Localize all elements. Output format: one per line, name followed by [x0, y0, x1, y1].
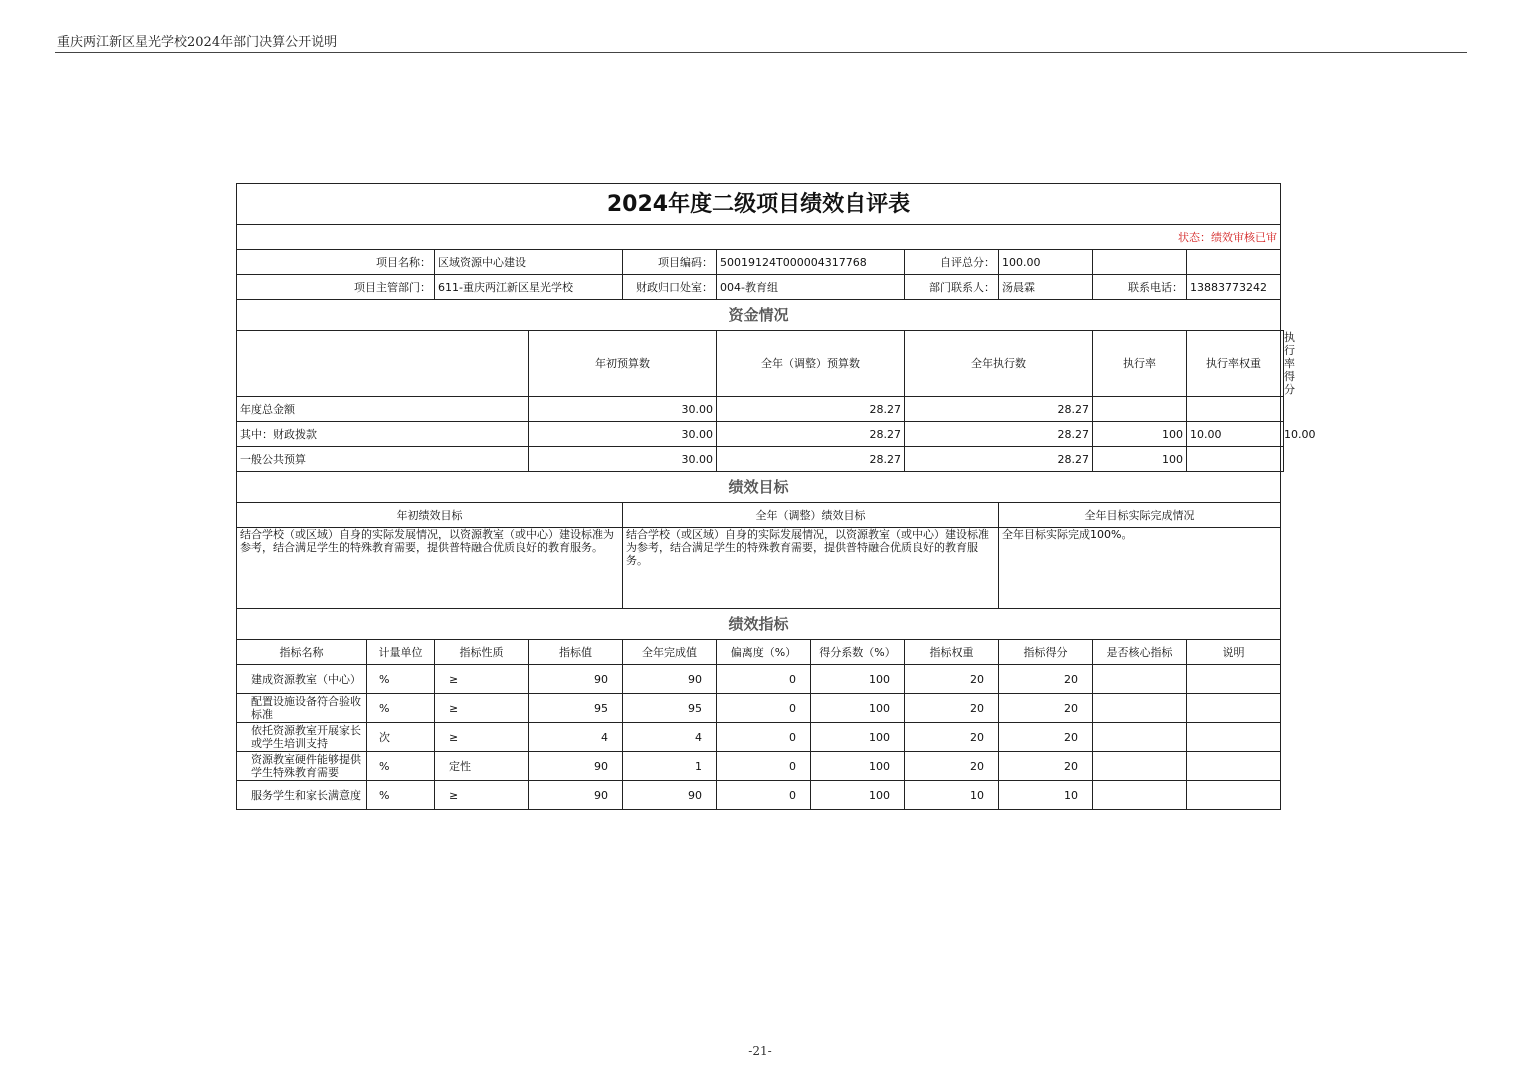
empty-cell: [1093, 250, 1187, 275]
ind-target: 90: [529, 781, 623, 810]
funds-adjusted: 28.27: [717, 397, 905, 422]
ind-note: [1187, 723, 1281, 752]
goal-actual-text: 全年目标实际完成100%。: [999, 528, 1281, 609]
ind-name: 依托资源教室开展家长或学生培训支持: [237, 723, 367, 752]
ind-weight: 20: [905, 723, 999, 752]
goals-section-title: 绩效目标: [237, 472, 1281, 503]
funds-initial: 30.00: [529, 422, 717, 447]
funds-weight: 10.00: [1187, 422, 1281, 447]
ind-score: 10: [999, 781, 1093, 810]
ind-unit: %: [367, 781, 435, 810]
funds-rate: 100: [1093, 422, 1187, 447]
document-header: 重庆两江新区星光学校2024年部门决算公开说明: [57, 35, 338, 50]
ind-deviation: 0: [717, 752, 811, 781]
ind-header-score: 指标得分: [999, 640, 1093, 665]
ind-coef: 100: [811, 752, 905, 781]
funds-header-weight: 执行率权重: [1187, 331, 1281, 397]
ind-actual: 4: [623, 723, 717, 752]
funds-header-adjusted: 全年（调整）预算数: [717, 331, 905, 397]
ind-name: 配置设施设备符合验收标准: [237, 694, 367, 723]
funds-score: [1281, 447, 1284, 472]
funds-header-score: 执行率得分: [1281, 331, 1284, 397]
funds-rate: 100: [1093, 447, 1187, 472]
ind-nature: ≥: [435, 694, 529, 723]
self-score-label: 自评总分：: [905, 250, 999, 275]
funds-adjusted: 28.27: [717, 447, 905, 472]
ind-actual: 95: [623, 694, 717, 723]
finance-label: 财政归口处室：: [623, 275, 717, 300]
table-row: [237, 694, 1284, 723]
funds-executed: 28.27: [905, 397, 1093, 422]
indicators-section-title: 绩效指标: [237, 609, 1281, 640]
table-row: [237, 447, 1284, 472]
funds-row-label: 其中：财政拨款: [237, 422, 529, 447]
goals-header-initial: 年初绩效目标: [237, 503, 623, 528]
ind-header-note: 说明: [1187, 640, 1281, 665]
ind-coef: 100: [811, 694, 905, 723]
empty-cell: [237, 331, 529, 397]
funds-score: [1281, 397, 1284, 422]
funds-header-initial: 年初预算数: [529, 331, 717, 397]
ind-weight: 20: [905, 665, 999, 694]
ind-core: [1093, 781, 1187, 810]
table-row: [237, 665, 1284, 694]
table-row: [237, 422, 1284, 447]
project-name-label: 项目名称：: [237, 250, 435, 275]
funds-initial: 30.00: [529, 447, 717, 472]
project-code-label: 项目编码：: [623, 250, 717, 275]
ind-nature: ≥: [435, 781, 529, 810]
ind-name: 资源教室硬件能够提供学生特殊教育需要: [237, 752, 367, 781]
ind-header-coef: 得分系数（%）: [811, 640, 905, 665]
ind-score: 20: [999, 694, 1093, 723]
dept-value: 611-重庆两江新区星光学校: [435, 275, 623, 300]
ind-target: 90: [529, 665, 623, 694]
self-score-value: 100.00: [999, 250, 1093, 275]
ind-unit: %: [367, 665, 435, 694]
ind-actual: 1: [623, 752, 717, 781]
dept-label: 项目主管部门：: [237, 275, 435, 300]
ind-deviation: 0: [717, 781, 811, 810]
funds-executed: 28.27: [905, 447, 1093, 472]
funds-header-rate: 执行率: [1093, 331, 1187, 397]
goals-header-adjusted: 全年（调整）绩效目标: [623, 503, 999, 528]
goals-header-actual: 全年目标实际完成情况: [999, 503, 1281, 528]
ind-actual: 90: [623, 665, 717, 694]
project-code-value: 50019124T000004317768: [717, 250, 905, 275]
ind-coef: 100: [811, 665, 905, 694]
ind-name: 建成资源教室（中心）: [237, 665, 367, 694]
ind-header-core: 是否核心指标: [1093, 640, 1187, 665]
ind-note: [1187, 752, 1281, 781]
ind-score: 20: [999, 665, 1093, 694]
performance-self-evaluation-form: [236, 183, 1316, 810]
ind-header-unit: 计量单位: [367, 640, 435, 665]
ind-score: 20: [999, 752, 1093, 781]
ind-weight: 20: [905, 752, 999, 781]
ind-header-actual: 全年完成值: [623, 640, 717, 665]
ind-unit: %: [367, 752, 435, 781]
goal-initial-text: 结合学校（或区域）自身的实际发展情况，以资源教室（或中心）建设标准为参考，结合满足学生的特殊教育需要，提供普特融合优质良好的教育服务。: [237, 528, 623, 609]
ind-nature: ≥: [435, 665, 529, 694]
contact-value: 汤晨霖: [999, 275, 1093, 300]
ind-target: 4: [529, 723, 623, 752]
ind-note: [1187, 665, 1281, 694]
table-row: [237, 752, 1284, 781]
ind-note: [1187, 694, 1281, 723]
ind-core: [1093, 723, 1187, 752]
ind-core: [1093, 665, 1187, 694]
header-divider: [55, 52, 1467, 53]
finance-value: 004-教育组: [717, 275, 905, 300]
funds-weight: [1187, 447, 1281, 472]
ind-header-nature: 指标性质: [435, 640, 529, 665]
phone-value: 13883773242: [1187, 275, 1281, 300]
ind-header-name: 指标名称: [237, 640, 367, 665]
ind-note: [1187, 781, 1281, 810]
ind-core: [1093, 752, 1187, 781]
ind-nature: 定性: [435, 752, 529, 781]
ind-target: 90: [529, 752, 623, 781]
ind-target: 95: [529, 694, 623, 723]
funds-row-label: 一般公共预算: [237, 447, 529, 472]
ind-name: 服务学生和家长满意度: [237, 781, 367, 810]
ind-coef: 100: [811, 781, 905, 810]
contact-label: 部门联系人：: [905, 275, 999, 300]
ind-header-target: 指标值: [529, 640, 623, 665]
ind-score: 20: [999, 723, 1093, 752]
funds-weight: [1187, 397, 1281, 422]
funds-executed: 28.27: [905, 422, 1093, 447]
table-row: [237, 723, 1284, 752]
ind-coef: 100: [811, 723, 905, 752]
ind-actual: 90: [623, 781, 717, 810]
funds-initial: 30.00: [529, 397, 717, 422]
funds-section-title: 资金情况: [237, 300, 1281, 331]
ind-unit: 次: [367, 723, 435, 752]
project-name-value: 区域资源中心建设: [435, 250, 623, 275]
page-number: -21-: [748, 1044, 772, 1058]
phone-label: 联系电话：: [1093, 275, 1187, 300]
ind-deviation: 0: [717, 694, 811, 723]
ind-deviation: 0: [717, 723, 811, 752]
funds-score: 10.00: [1281, 422, 1284, 447]
table-row: [237, 781, 1284, 810]
status-badge: 状态：绩效审核已审: [237, 225, 1281, 250]
ind-unit: %: [367, 694, 435, 723]
ind-header-weight: 指标权重: [905, 640, 999, 665]
ind-header-deviation: 偏离度（%）: [717, 640, 811, 665]
funds-row-label: 年度总金额: [237, 397, 529, 422]
ind-weight: 20: [905, 694, 999, 723]
ind-deviation: 0: [717, 665, 811, 694]
funds-adjusted: 28.27: [717, 422, 905, 447]
funds-header-executed: 全年执行数: [905, 331, 1093, 397]
ind-weight: 10: [905, 781, 999, 810]
empty-cell: [1187, 250, 1281, 275]
funds-rate: [1093, 397, 1187, 422]
ind-core: [1093, 694, 1187, 723]
ind-nature: ≥: [435, 723, 529, 752]
table-row: [237, 397, 1284, 422]
form-title: 2024年度二级项目绩效自评表: [237, 184, 1281, 225]
goal-adjusted-text: 结合学校（或区域）自身的实际发展情况，以资源教室（或中心）建设标准为参考，结合满足学生的特殊教育需要，提供普特融合优质良好的教育服务。: [623, 528, 999, 609]
